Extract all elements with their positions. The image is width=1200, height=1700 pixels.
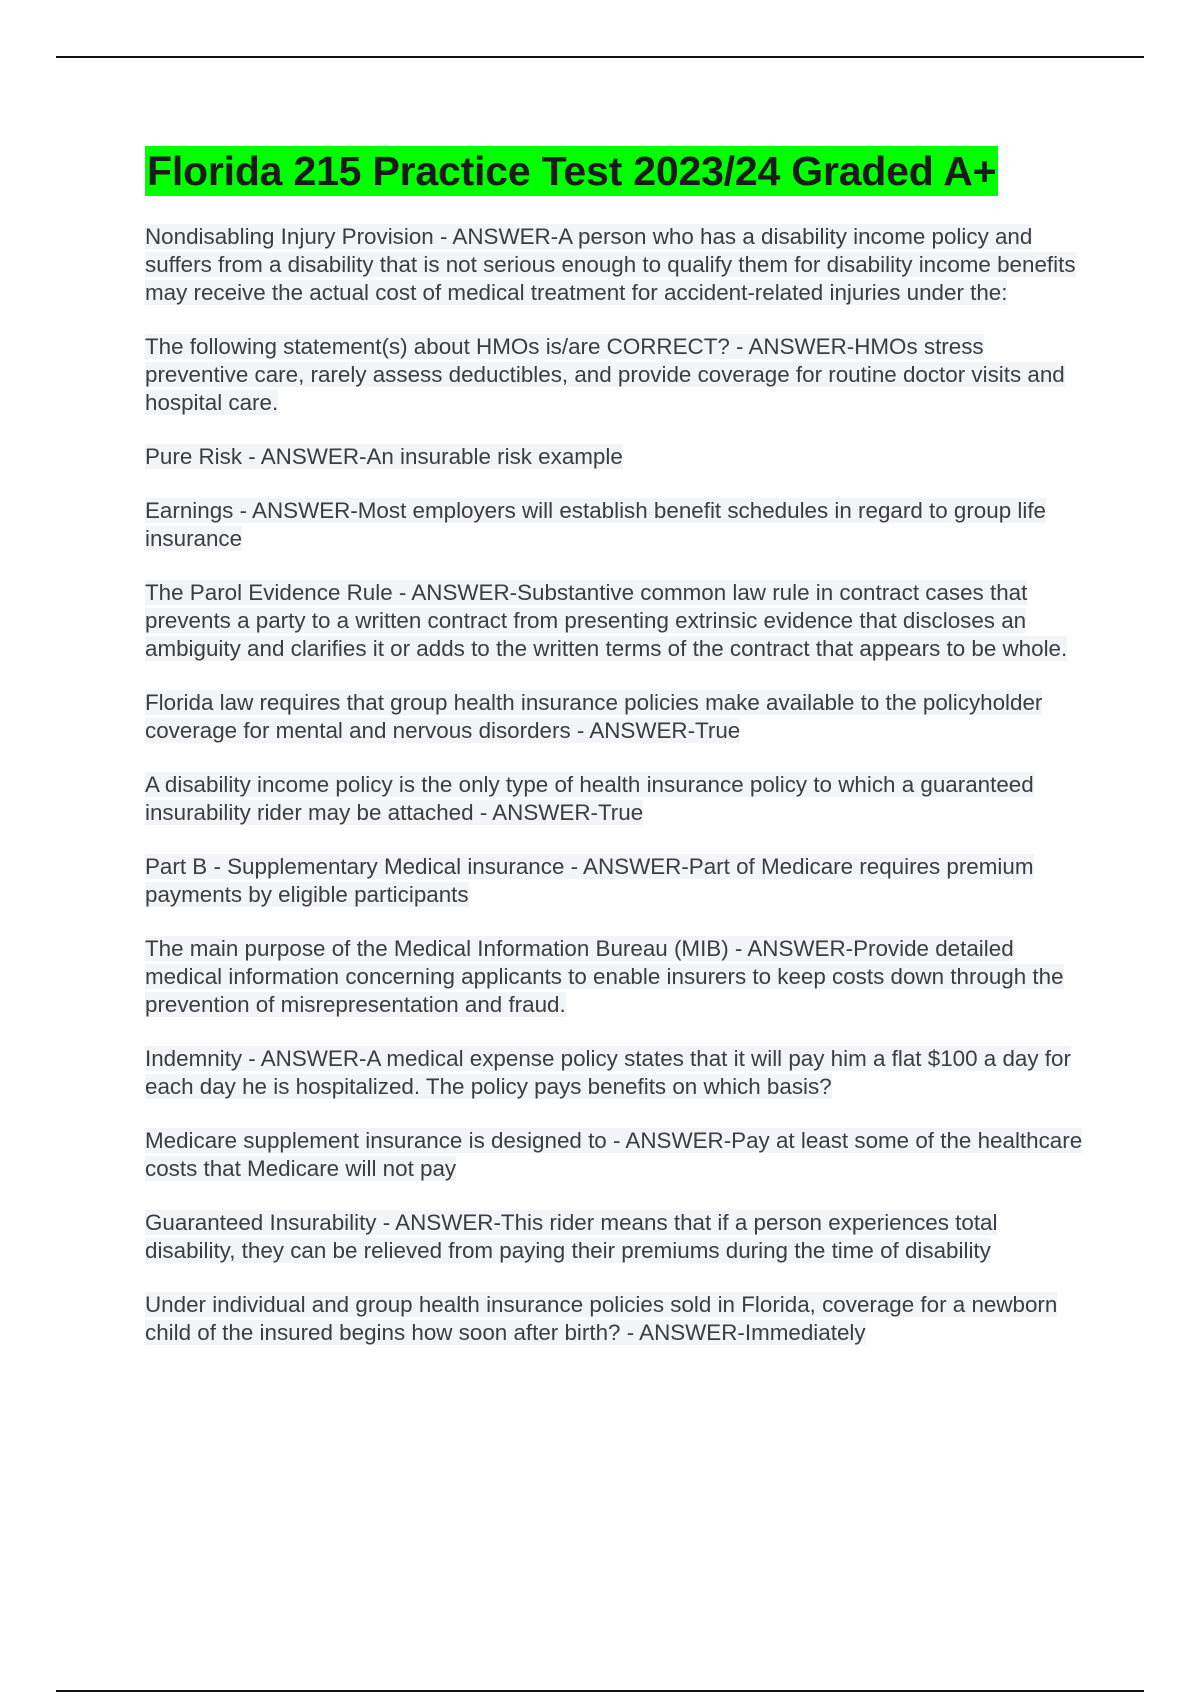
qa-item: [145, 689, 1085, 745]
page-bottom-rule: [56, 1690, 1144, 1692]
qa-text: The following statement(s) about HMOs is/are CORRECT? - ANSWER-HMOs stress preventive care, rarely assess deductibles, and provide coverage for routine doctor visits and hospital care.: [145, 334, 1065, 415]
qa-item: [145, 1291, 1085, 1347]
qa-item: [145, 579, 1085, 663]
qa-item: [145, 1127, 1085, 1183]
qa-text: Florida law requires that group health insurance policies make available to the policyholder coverage for mental and nervous disorders - ANSWER-True: [145, 690, 1043, 743]
qa-text: Indemnity - ANSWER-A medical expense policy states that it will pay him a flat $100 a day for each day he is hospitalized. The policy pays benefits on which basis?: [145, 1046, 1071, 1099]
qa-item: [145, 1045, 1085, 1101]
qa-item: [145, 223, 1085, 307]
qa-text: Pure Risk - ANSWER-An insurable risk example: [145, 444, 623, 469]
qa-item: [145, 935, 1085, 1019]
document-title: Florida 215 Practice Test 2023/24 Graded A+: [147, 148, 997, 194]
qa-text: The Parol Evidence Rule - ANSWER-Substantive common law rule in contract cases that prevents a party to a written contract from presenting extrinsic evidence that discloses an ambiguity and clarifies it or adds to the written terms of the contract that appears to be whole.: [145, 580, 1068, 661]
qa-item: [145, 443, 1085, 471]
qa-text: The main purpose of the Medical Information Bureau (MIB) - ANSWER-Provide detailed medical information concerning applicants to enable insurers to keep costs down through the prevention of misrepresentation and fraud.: [145, 936, 1064, 1017]
qa-item: [145, 497, 1085, 553]
page-top-rule: [56, 56, 1144, 58]
qa-text: Earnings - ANSWER-Most employers will establish benefit schedules in regard to group life insurance: [145, 498, 1047, 551]
qa-text: A disability income policy is the only type of health insurance policy to which a guaranteed insurability rider may be attached - ANSWER-True: [145, 772, 1034, 825]
qa-text: Under individual and group health insurance policies sold in Florida, coverage for a newborn child of the insured begins how soon after birth? - ANSWER-Immediately: [145, 1292, 1058, 1345]
qa-item: [145, 771, 1085, 827]
qa-item: [145, 853, 1085, 909]
qa-item: [145, 1209, 1085, 1265]
qa-item: [145, 333, 1085, 417]
qa-text: Medicare supplement insurance is designed to - ANSWER-Pay at least some of the healthcare costs that Medicare will not pay: [145, 1128, 1083, 1181]
question-answer-list: [145, 223, 1085, 1373]
qa-text: Part B - Supplementary Medical insurance - ANSWER-Part of Medicare requires premium payments by eligible participants: [145, 854, 1034, 907]
title-block: [145, 146, 998, 196]
qa-text: Guaranteed Insurability - ANSWER-This rider means that if a person experiences total disability, they can be relieved from paying their premiums during the time of disability: [145, 1210, 998, 1263]
qa-text: Nondisabling Injury Provision - ANSWER-A person who has a disability income policy and suffers from a disability that is not serious enough to qualify them for disability income benefits may receive the actual cost of medical treatment for accident-related injuries under the:: [145, 224, 1076, 305]
